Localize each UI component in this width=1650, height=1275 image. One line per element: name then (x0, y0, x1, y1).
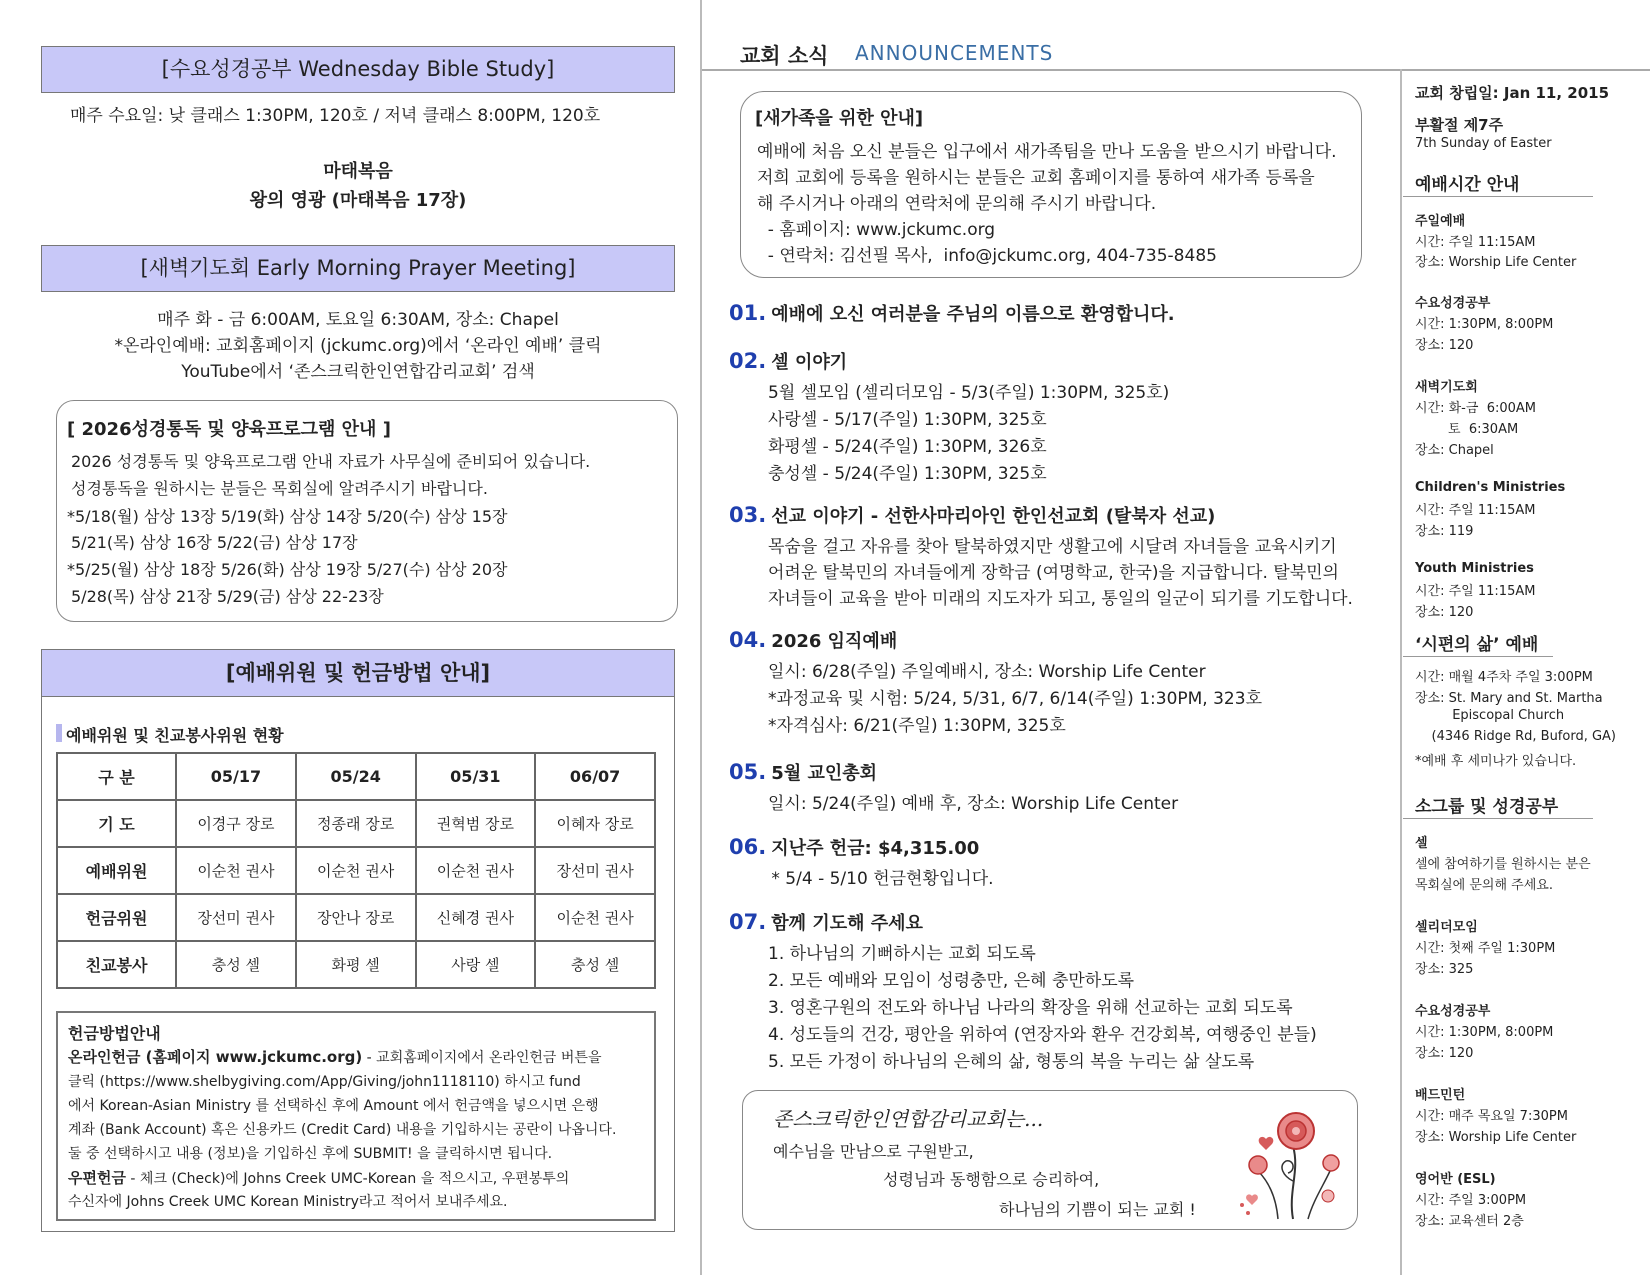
schedule-line: 장소: 119 (1415, 524, 1474, 539)
founded-date: 교회 창립일: Jan 11, 2015 (1415, 84, 1610, 102)
table-row (57, 847, 655, 894)
item-title: 예배에 오신 여러분을 주님의 이름으로 환영합니다. (771, 304, 1175, 325)
bible-study-topic: 왕의 영광 (마태복음 17장) (249, 190, 467, 211)
newcomer-title: [새가족을 위한 안내] (755, 108, 924, 129)
group-line: 시간: 주일 3:00PM (1415, 1193, 1527, 1208)
table-cell: 장안나 장로 (296, 894, 416, 941)
group-line: 시간: 1:30PM, 8:00PM (1415, 1025, 1554, 1040)
item-line: 1. 하나님의 기뻐하시는 교회 되도록 (768, 944, 1036, 964)
item-number: 01. (729, 301, 767, 325)
group-line: 시간: 첫째 주일 1:30PM (1415, 941, 1556, 956)
table-row (57, 800, 655, 847)
group-heading: 셀리더모임 (1415, 920, 1478, 935)
table-header-cell: 구 분 (57, 753, 176, 800)
newcomer-line: - 연락처: 김선필 목사, info@jckumc.org, 404-735-8485 (757, 246, 1217, 266)
offering-line: 수신자에 Johns Creek UMC Korean Ministry라고 적어서 보내주세요. (68, 1194, 508, 1210)
item-number: 07. (729, 910, 767, 934)
table-cell: 장선미 권사 (176, 894, 296, 941)
bible-study-title: [수요성경공부 Wednesday Bible Study] (41, 46, 675, 93)
announcement-item (729, 300, 1175, 326)
table-cell: 장선미 권사 (535, 847, 655, 894)
table-cell: 헌금위원 (57, 894, 176, 941)
schedule-heading: 새벽기도회 (1415, 380, 1478, 395)
reading-line: *5/18(월) 삼상 13장 5/19(화) 삼상 14장 5/20(수) 삼상 15장 (67, 507, 508, 526)
announcement-item (729, 502, 1215, 528)
item-title: 함께 기도해 주세요 (771, 913, 923, 934)
offering-line: 계좌 (Bank Account) 혹은 신용카드 (Credit Card) 내용을 기입하시는 공란이 나옵니다. (68, 1122, 617, 1138)
table-cell: 이순천 권사 (296, 847, 416, 894)
schedule-heading: 주일예배 (1415, 214, 1466, 229)
announcement-item (729, 348, 847, 374)
item-number: 06. (729, 835, 767, 859)
schedule-line: 장소: 120 (1415, 338, 1474, 353)
item-title: 지난주 헌금: $4,315.00 (771, 838, 980, 859)
schedule-line: 장소: Worship Life Center (1415, 255, 1577, 270)
item-line: 일시: 6/28(주일) 주일예배시, 장소: Worship Life Center (768, 662, 1206, 682)
psalm-line: Episcopal Church (1415, 708, 1565, 723)
schedule-heading: 수요성경공부 (1415, 296, 1491, 311)
reading-line: *5/25(월) 삼상 18장 5/26(화) 삼상 19장 5/27(수) 삼상 20장 (67, 560, 508, 579)
prayer-line: YouTube에서 ‘존스크릭한인연합감리교회’ 검색 (181, 362, 535, 382)
schedule-line: 시간: 주일 11:15AM (1415, 584, 1536, 599)
newcomer-line: 예배에 처음 오신 분들은 입구에서 새가족팀을 만나 도움을 받으시기 바랍니다. (757, 142, 1337, 162)
offering-line: 둘 중 선택하시고 내용 (정보)을 기입하신 후에 SUBMIT! 을 클릭하시면 됩니다. (68, 1146, 553, 1162)
motto-line: 예수님을 만남으로 구원받고, (773, 1142, 974, 1161)
group-title: 소그룹 및 성경공부 (1415, 797, 1559, 817)
season-title: 부활절 제7주 (1415, 116, 1504, 134)
mail-label: 우편헌금 (68, 1169, 126, 1187)
sidebar-divider (1400, 69, 1402, 1275)
group-line: 장소: Worship Life Center (1415, 1130, 1577, 1145)
item-line: 자녀들이 교육을 받아 미래의 지도자가 되고, 통일의 일군이 되기를 기도합니다. (768, 589, 1353, 609)
group-line: 장소: 120 (1415, 1046, 1474, 1061)
announcements-title-en: ANNOUNCEMENTS (855, 41, 1054, 65)
worship-times-title: 예배시간 안내 (1415, 175, 1520, 195)
motto-heading: 존스크릭한인연합감리교회는... (773, 1107, 1044, 1131)
table-cell: 이경구 장로 (176, 800, 296, 847)
announcement-item (729, 627, 897, 653)
header-rule (702, 69, 1650, 71)
announcement-item (729, 834, 979, 860)
section-rule (1403, 818, 1593, 819)
offering-line: - 교회홈페이지에서 온라인헌금 버튼을 (362, 1050, 602, 1066)
newcomer-line: 저희 교회에 등록을 원하시는 분들은 교회 홈페이지를 통하여 새가족 등록을 (757, 168, 1315, 188)
flower-illustration (1238, 1101, 1348, 1221)
table-cell: 친교봉사 (57, 941, 176, 988)
offering-mail-line (68, 1167, 569, 1188)
item-title: 선교 이야기 - 선한사마리아인 한인선교회 (탈북자 선교) (771, 506, 1216, 527)
season-en: 7th Sunday of Easter (1415, 136, 1552, 151)
section-rule (1403, 196, 1593, 197)
offering-line: - 체크 (Check)에 Johns Creek UMC-Korean 을 적으시고, 우편봉투의 (125, 1171, 570, 1187)
schedule-line: 시간: 화-금 6:00AM (1415, 401, 1537, 416)
motto-line: 성령님과 동행함으로 승리하여, (883, 1170, 1100, 1189)
schedule-line: 시간: 주일 11:15AM (1415, 503, 1536, 518)
group-heading: 셀 (1415, 836, 1428, 851)
group-heading: 영어반 (ESL) (1415, 1172, 1496, 1187)
schedule-line: 시간: 1:30PM, 8:00PM (1415, 317, 1554, 332)
newcomer-box (740, 91, 1362, 278)
prayer-title: [새벽기도회 Early Morning Prayer Meeting] (41, 245, 675, 292)
announcement-item (729, 909, 923, 935)
table-cell: 기 도 (57, 800, 176, 847)
bible-study-schedule: 매주 수요일: 낮 클래스 1:30PM, 120호 / 저녁 클래스 8:00PM, 120호 (70, 106, 601, 126)
online-label: 온라인헌금 (홈페이지 www.jckumc.org) (68, 1048, 363, 1066)
psalm-line: (4346 Ridge Rd, Buford, GA) (1415, 729, 1617, 744)
newcomer-line: - 홈페이지: www.jckumc.org (757, 220, 996, 240)
group-heading: 배드민턴 (1415, 1088, 1466, 1103)
table-header-cell: 05/24 (296, 753, 416, 800)
table-cell: 정종래 장로 (296, 800, 416, 847)
item-title: 셀 이야기 (771, 352, 848, 373)
schedule-heading: Children's Ministries (1415, 480, 1566, 495)
item-line: 3. 영혼구원의 전도와 하나님 나라의 확장을 위해 선교하는 교회 되도록 (768, 998, 1293, 1018)
reading-line: 5/21(목) 삼상 16장 5/22(금) 삼상 17장 (71, 533, 358, 552)
offering-online-line (68, 1046, 601, 1067)
item-number: 04. (729, 628, 767, 652)
duty-title: [예배위원 및 헌금방법 안내] (41, 649, 675, 697)
item-line: *과정교육 및 시험: 5/24, 5/31, 6/7, 6/14(주일) 1:30PM, 323호 (768, 689, 1262, 709)
group-heading: 수요성경공부 (1415, 1004, 1491, 1019)
item-number: 02. (729, 349, 767, 373)
table-header-cell: 05/31 (416, 753, 536, 800)
item-line: 목숨을 걸고 자유를 찾아 탈북하였지만 생활고에 시달려 자녀들을 교육시키기 (768, 537, 1337, 557)
group-line: 셀에 참여하기를 원하시는 분은 (1415, 857, 1591, 872)
group-line: 목회실에 문의해 주세요. (1415, 878, 1553, 893)
group-line: 장소: 교육센터 2층 (1415, 1214, 1524, 1229)
schedule-line: 장소: 120 (1415, 605, 1474, 620)
table-row (57, 894, 655, 941)
subtitle-marker (56, 724, 62, 742)
reading-line: 성경통독을 원하시는 분들은 목회실에 알려주시기 바랍니다. (71, 479, 488, 498)
table-cell: 예배위원 (57, 847, 176, 894)
duty-subtitle: 예배위원 및 친교봉사위원 현황 (66, 726, 284, 745)
group-line: 장소: 325 (1415, 962, 1474, 977)
motto-line: 하나님의 기쁨이 되는 교회 ! (999, 1200, 1196, 1219)
table-cell: 충성 셀 (535, 941, 655, 988)
schedule-line: 장소: Chapel (1415, 443, 1494, 458)
announcements-title-ko: 교회 소식 (740, 44, 829, 68)
group-line: 시간: 매주 목요일 7:30PM (1415, 1109, 1568, 1124)
psalm-title: ‘시편의 삶’ 예배 (1415, 635, 1539, 655)
item-line: 사랑셀 - 5/17(주일) 1:30PM, 325호 (768, 410, 1047, 430)
table-cell: 이순천 권사 (416, 847, 536, 894)
table-header-cell: 05/17 (176, 753, 296, 800)
item-number: 03. (729, 503, 767, 527)
table-row (57, 941, 655, 988)
duty-table (56, 752, 656, 989)
item-line: * 5/4 - 5/10 헌금현황입니다. (766, 869, 994, 889)
motto-box (742, 1090, 1358, 1230)
reading-box (56, 400, 678, 622)
table-cell: 신혜경 권사 (416, 894, 536, 941)
newcomer-line: 해 주시거나 아래의 연락처에 문의해 주시기 바랍니다. (757, 194, 1157, 214)
fold-divider (700, 0, 702, 1275)
table-cell: 권혁범 장로 (416, 800, 536, 847)
bible-study-book: 마태복음 (323, 161, 393, 182)
item-number: 05. (729, 760, 767, 784)
item-line: 5. 모든 가정이 하나님의 은혜의 삶, 형통의 복을 누리는 삶 살도록 (768, 1052, 1255, 1072)
reading-title: [ 2026성경통독 및 양육프로그램 안내 ] (67, 419, 391, 440)
item-line: *자격심사: 6/21(주일) 1:30PM, 325호 (768, 716, 1066, 736)
offering-line: 클릭 (https://www.shelbygiving.com/App/Giving/john1118110) 하시고 fund (68, 1074, 581, 1090)
item-line: 일시: 5/24(주일) 예배 후, 장소: Worship Life Center (768, 794, 1179, 814)
reading-line: 2026 성경통독 및 양육프로그램 안내 자료가 사무실에 준비되어 있습니다. (71, 452, 591, 471)
table-header-row (57, 753, 655, 800)
item-line: 어려운 탈북민의 자녀들에게 장학금 (여명학교, 한국)을 지급합니다. 탈북민의 (768, 563, 1339, 583)
psalm-line: 장소: St. Mary and St. Martha (1415, 691, 1603, 706)
prayer-line: 매주 화 - 금 6:00AM, 토요일 6:30AM, 장소: Chapel (157, 310, 559, 330)
schedule-line: 토 6:30AM (1415, 422, 1519, 437)
table-header-cell: 06/07 (535, 753, 655, 800)
table-cell: 이혜자 장로 (535, 800, 655, 847)
offering-line: 에서 Korean-Asian Ministry 를 선택하신 후에 Amount 에서 헌금액을 넣으시면 은행 (68, 1098, 599, 1114)
table-cell: 이순천 권사 (535, 894, 655, 941)
table-cell: 사랑 셀 (416, 941, 536, 988)
item-line: 충성셀 - 5/24(주일) 1:30PM, 325호 (768, 464, 1047, 484)
offering-box (56, 1011, 656, 1221)
section-rule (1403, 656, 1553, 657)
item-line: 5월 셀모임 (셀리더모임 - 5/3(주일) 1:30PM, 325호) (768, 383, 1170, 403)
item-line: 2. 모든 예배와 모임이 성령충만, 은혜 충만하도록 (768, 971, 1135, 991)
item-line: 화평셀 - 5/24(주일) 1:30PM, 326호 (768, 437, 1047, 457)
item-title: 5월 교인총회 (771, 763, 878, 784)
table-cell: 화평 셀 (296, 941, 416, 988)
psalm-line: *예배 후 세미나가 있습니다. (1415, 754, 1577, 769)
prayer-line: *온라인예배: 교회홈페이지 (jckumc.org)에서 ‘온라인 예배’ 클릭 (114, 336, 602, 356)
schedule-line: 시간: 주일 11:15AM (1415, 235, 1536, 250)
table-cell: 이순천 권사 (176, 847, 296, 894)
schedule-heading: Youth Ministries (1415, 561, 1534, 576)
announcement-item (729, 759, 877, 785)
item-line: 4. 성도들의 건강, 평안을 위하여 (연장자와 환우 건강회복, 여행중인 분들) (768, 1025, 1317, 1045)
reading-line: 5/28(목) 삼상 21장 5/29(금) 삼상 22-23장 (71, 587, 384, 606)
table-cell: 충성 셀 (176, 941, 296, 988)
item-title: 2026 임직예배 (771, 631, 898, 652)
offering-title: 헌금방법안내 (68, 1024, 161, 1043)
psalm-line: 시간: 매월 4주차 주일 3:00PM (1415, 670, 1593, 685)
